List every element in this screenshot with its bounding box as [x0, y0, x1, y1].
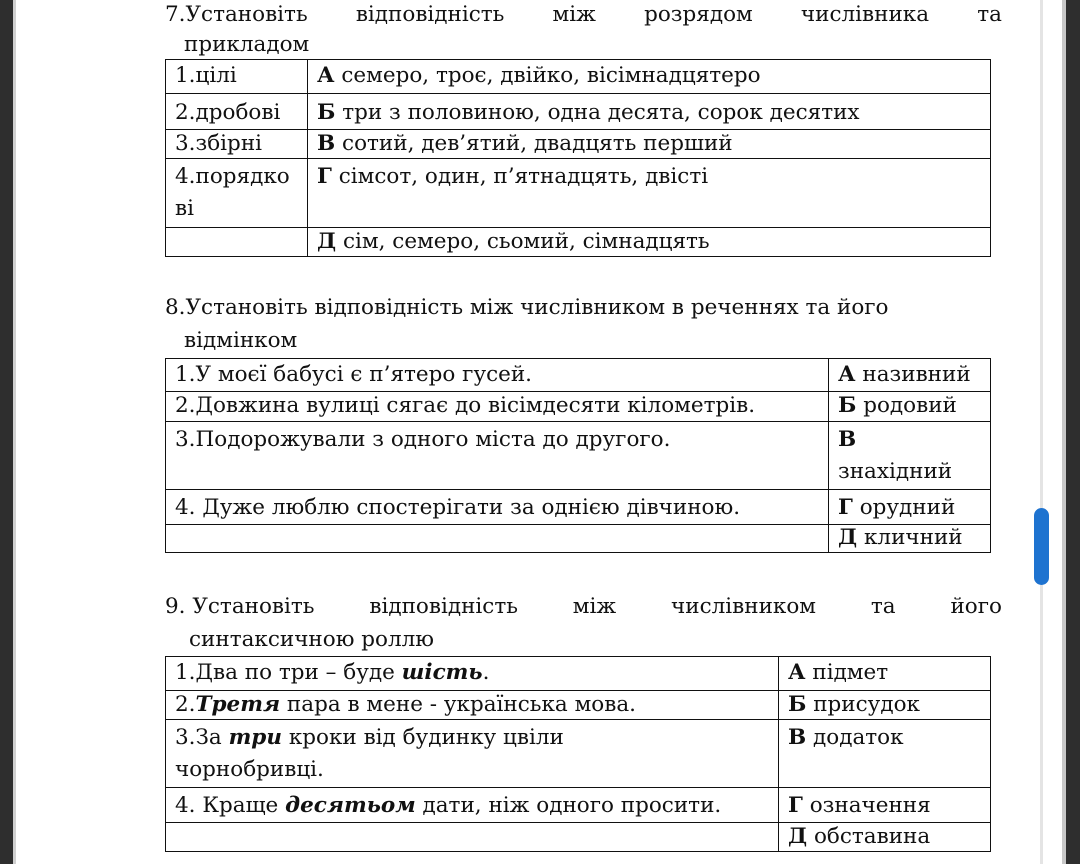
question-7-heading — [165, 0, 1002, 60]
right-cell: Д сім, семеро, сьомий, сімнадцять — [308, 228, 991, 257]
left-cell: 2.Третя пара в мене - українська мова. — [166, 691, 779, 720]
left-cell: 4.порядко ві — [166, 159, 308, 228]
window-right-edge — [1066, 0, 1080, 864]
question-9-heading — [165, 590, 1002, 656]
right-cell: Г орудний — [829, 490, 991, 525]
right-cell: Д обставина — [779, 823, 991, 852]
right-cell: А називний — [829, 359, 991, 392]
q9-word: його — [950, 594, 1002, 619]
q9-word: 9. Установіть — [165, 594, 315, 619]
right-cell: В сотий, дев’ятий, двадцять перший — [308, 130, 991, 159]
right-cell: А підмет — [779, 657, 991, 691]
q7-word: числівника — [800, 2, 930, 27]
q8-heading-line1: 8.Установіть відповідність між числівником в реченнях та його — [165, 295, 889, 320]
scrollbar-thumb[interactable] — [1034, 508, 1049, 585]
q7-heading-line2: прикладом — [184, 32, 310, 57]
right-cell: В додаток — [779, 720, 991, 788]
page-border-left — [13, 0, 16, 864]
left-cell: 1.Два по три – буде шість. — [166, 657, 779, 691]
table-row — [166, 359, 991, 392]
left-cell: 3.Подорожували з одного міста до другого. — [166, 422, 829, 490]
question-8-heading — [165, 291, 1002, 357]
scrollbar-track[interactable] — [1040, 0, 1043, 864]
left-cell: 2.Довжина вулиці сягає до вісімдесяти кілометрів. — [166, 392, 829, 422]
left-cell: 2.дробові — [166, 94, 308, 130]
table-row — [166, 691, 991, 720]
right-cell: Б три з половиною, одна десята, сорок десятих — [308, 94, 991, 130]
right-cell: Б присудок — [779, 691, 991, 720]
left-cell: 3.За три кроки від будинку цвіли чорнобривці. — [166, 720, 779, 788]
q7-word: відповідність — [355, 2, 505, 27]
table-row — [166, 788, 991, 823]
table-row — [166, 657, 991, 691]
window-left-edge — [0, 0, 13, 864]
right-cell: Б родовий — [829, 392, 991, 422]
q9-word: та — [870, 594, 896, 619]
right-cell: А семеро, троє, двійко, вісімнадцятеро — [308, 60, 991, 94]
q7-word: між — [552, 2, 596, 27]
table-row — [166, 130, 991, 159]
right-cell: Г сімсот, один, п’ятнадцять, двісті — [308, 159, 991, 228]
q9-word: відповідність — [369, 594, 518, 619]
left-cell: 1.цілі — [166, 60, 308, 94]
q8-heading-line2: відмінком — [184, 328, 298, 353]
table-row — [166, 60, 991, 94]
table-row — [166, 94, 991, 130]
right-cell: Г означення — [779, 788, 991, 823]
right-cell: Д кличний — [829, 525, 991, 553]
q7-word: розрядом — [644, 2, 753, 27]
q7-word: та — [977, 2, 1002, 27]
table-row — [166, 823, 991, 852]
question-9-table — [165, 656, 991, 852]
table-row — [166, 525, 991, 553]
q7-word: 7.Установіть — [165, 2, 308, 27]
q9-heading-line2: синтаксичною роллю — [189, 627, 435, 652]
table-row — [166, 720, 991, 788]
left-cell — [166, 525, 829, 553]
table-row — [166, 392, 991, 422]
right-cell: В знахідний — [829, 422, 991, 490]
question-8-table — [165, 358, 991, 553]
table-row — [166, 422, 991, 490]
left-cell: 1.У моєї бабусі є п’ятеро гусей. — [166, 359, 829, 392]
left-cell: 3.збірні — [166, 130, 308, 159]
left-cell — [166, 228, 308, 257]
left-cell — [166, 823, 779, 852]
table-row — [166, 490, 991, 525]
q9-word: між — [572, 594, 617, 619]
q9-word: числівником — [671, 594, 817, 619]
table-row — [166, 159, 991, 228]
left-cell: 4. Дуже люблю спостерігати за однією дівчиною. — [166, 490, 829, 525]
question-7-table — [165, 59, 991, 257]
table-row — [166, 228, 991, 257]
left-cell: 4. Краще десятьом дати, ніж одного просити. — [166, 788, 779, 823]
